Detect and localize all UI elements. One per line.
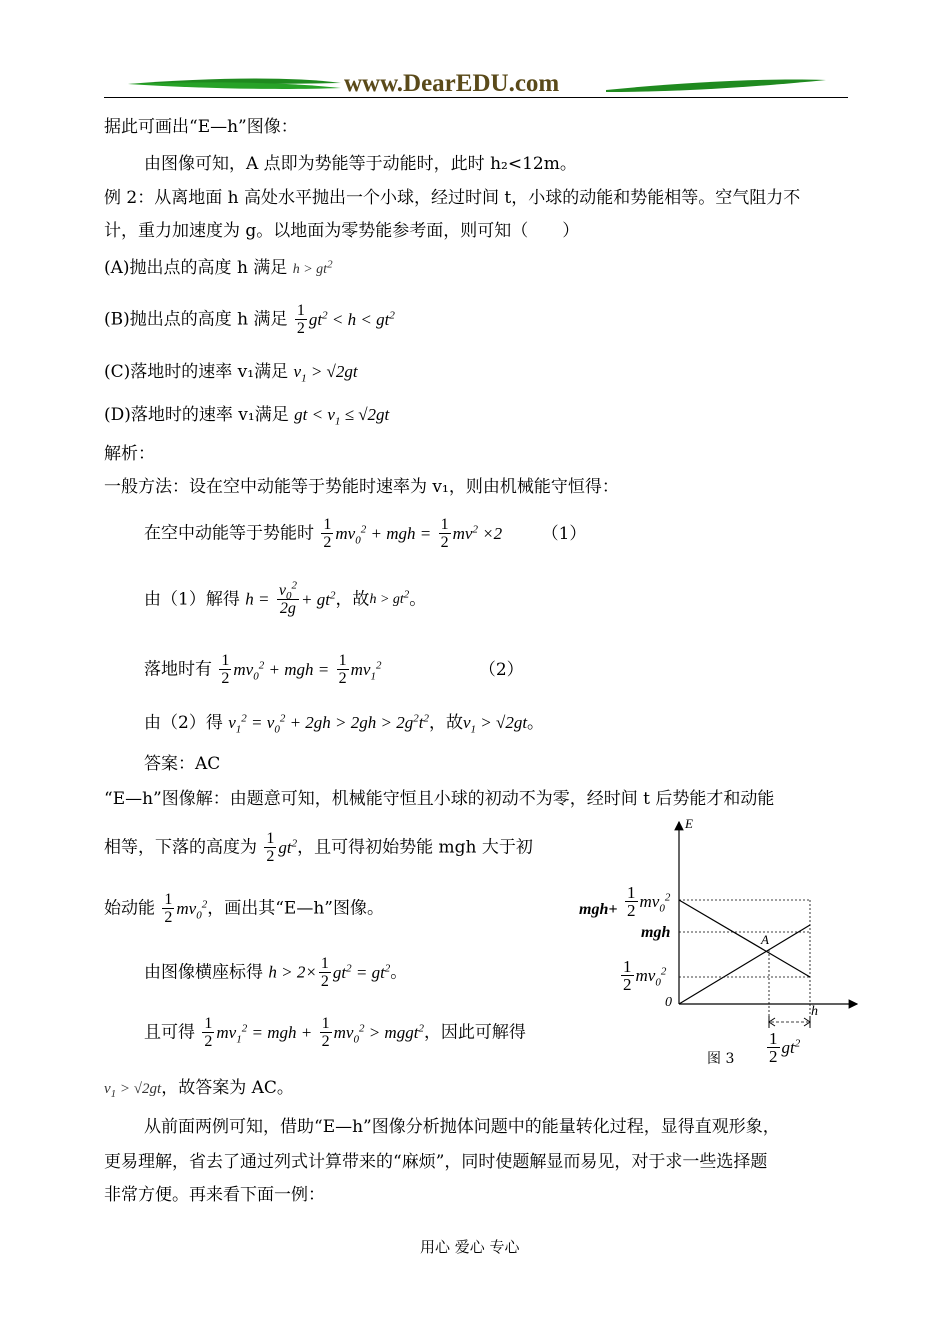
- option-d-label: (D)落地时的速率 v₁满足: [104, 405, 289, 425]
- label-mgh: mgh: [641, 924, 671, 941]
- option-b-label: (B)抛出点的高度 h 满足: [104, 309, 288, 330]
- answer-line: 答案：AC: [144, 754, 221, 774]
- example-2-line-2: 计，重力加速度为 g。以地面为零势能参考面，则可知（ ）: [104, 221, 580, 241]
- page-footer: 用心 爱心 专心: [420, 1238, 520, 1256]
- equation-4: 由（2）得 $v_1^2 = v_0^2 + 2gh > 2gh > 2g^2t^2$，故$v_1 > √2gt$。: [144, 712, 545, 736]
- axis-label-e: E: [685, 816, 693, 831]
- conclusion-line-3: 非常方便。再来看下面一例：: [104, 1185, 325, 1205]
- conclusion-line-1: 从前面两例可知，借助“E—h”图像分析抛体问题中的能量转化过程，显得直观形象，: [144, 1117, 780, 1137]
- coordinate-line: 由图像横座标得 h > 2× $\frac{1}{2}$ $gt^2 = gt^2$。: [144, 955, 408, 990]
- graph-solution-line-1: “E—h”图像解：由题意可知，机械能守恒且小球的初动不为零，经时间 t 后势能才和动能: [104, 789, 775, 809]
- label-top-fraction: $\frac{1}{2}$ $mv_0^2$: [627, 883, 671, 920]
- also-line: 且可得 $\frac{1}{2}$ $mv_1^2$ = mgh + $\frac{1}{2}$ $mv_0^2$ > mggt$^2$，因此可解得: [144, 1015, 526, 1050]
- equation-2: 由（1）解得 h = $\frac{v_0^2}{2g}$ + $gt^2$，故$h > gt^2$。: [144, 579, 427, 617]
- label-point-a: A: [761, 932, 769, 947]
- graph-solution-line-3: 始动能 $\frac{1}{2}$ $mv_0^2$，画出其“E—h”图像。: [104, 891, 384, 926]
- label-mgh-plus: mgh+: [579, 901, 618, 918]
- label-origin-zero: 0: [665, 995, 672, 1010]
- option-c-formula: $v_1 > √2gt$: [293, 362, 358, 385]
- label-half-mv0: $\frac{1}{2}$ $mv_0^2$: [623, 957, 667, 994]
- analysis-heading: 解析：: [104, 444, 155, 464]
- figure-3: [575, 812, 865, 1082]
- figure-caption: 图 3: [707, 1051, 735, 1067]
- conclusion-line-2: 更易理解，省去了通过列式计算带来的“麻烦”，同时使题解显而易见，对于求一些选择题: [104, 1152, 768, 1172]
- kinetic-energy-line: [679, 925, 810, 1004]
- fraction: $\frac{1}{2}$: [296, 302, 305, 337]
- axis-label-h: h: [811, 1004, 818, 1019]
- logo-text: www.DearEDU.com: [344, 70, 560, 97]
- example-2-line-1: 例 2：从离地面 h 高处水平抛出一个小球，经过时间 t，小球的动能和势能相等。空气阻力不: [104, 188, 801, 208]
- option-c: [104, 362, 358, 385]
- method-line: 一般方法：设在空中动能等于势能时速率为 v₁，则由机械能守恒得：: [104, 477, 619, 497]
- option-d: [104, 405, 390, 428]
- text-line-1: 据此可画出“E—h”图像：: [104, 117, 298, 137]
- header-rule: [104, 97, 848, 98]
- text-line-2: 由图像可知，A 点即为势能等于动能时，此时 h₂<12m。: [144, 154, 577, 174]
- option-c-label: (C)落地时的速率 v₁满足: [104, 362, 289, 382]
- option-b: (B)抛出点的高度 h 满足 $\frac{1}{2}$ $gt^2 < h < gt^2$: [104, 302, 395, 337]
- header-logo: [126, 70, 846, 100]
- equation-1: 在空中动能等于势能时 $\frac{1}{2}$ $mv_0^2$ + mgh = $\frac{1}{2}$ $mv^2 \times 2$ （1）: [144, 516, 587, 551]
- potential-energy-line: [679, 900, 810, 977]
- label-half-gt2: $\frac{1}{2}$ $gt^2$: [769, 1029, 801, 1066]
- option-a: [104, 258, 333, 280]
- energy-height-graph: [575, 812, 865, 1082]
- option-a-label: (A)抛出点的高度 h 满足: [104, 258, 288, 278]
- equation-3: 落地时有 $\frac{1}{2}$ $mv_0^2$ + mgh = $\frac{1}{2}$ $mv_1^2$ （2）: [144, 652, 524, 687]
- option-a-formula: $h > gt^2$: [292, 258, 333, 277]
- final-line: $v_1 > √2gt$，故答案为 AC。: [104, 1078, 294, 1100]
- graph-solution-line-2: 相等，下落的高度为 $\frac{1}{2}$ $gt^2$，且可得初始势能 mgh 大于初: [104, 830, 533, 865]
- option-d-formula: gt < $v_1 \le √2gt$: [294, 405, 390, 428]
